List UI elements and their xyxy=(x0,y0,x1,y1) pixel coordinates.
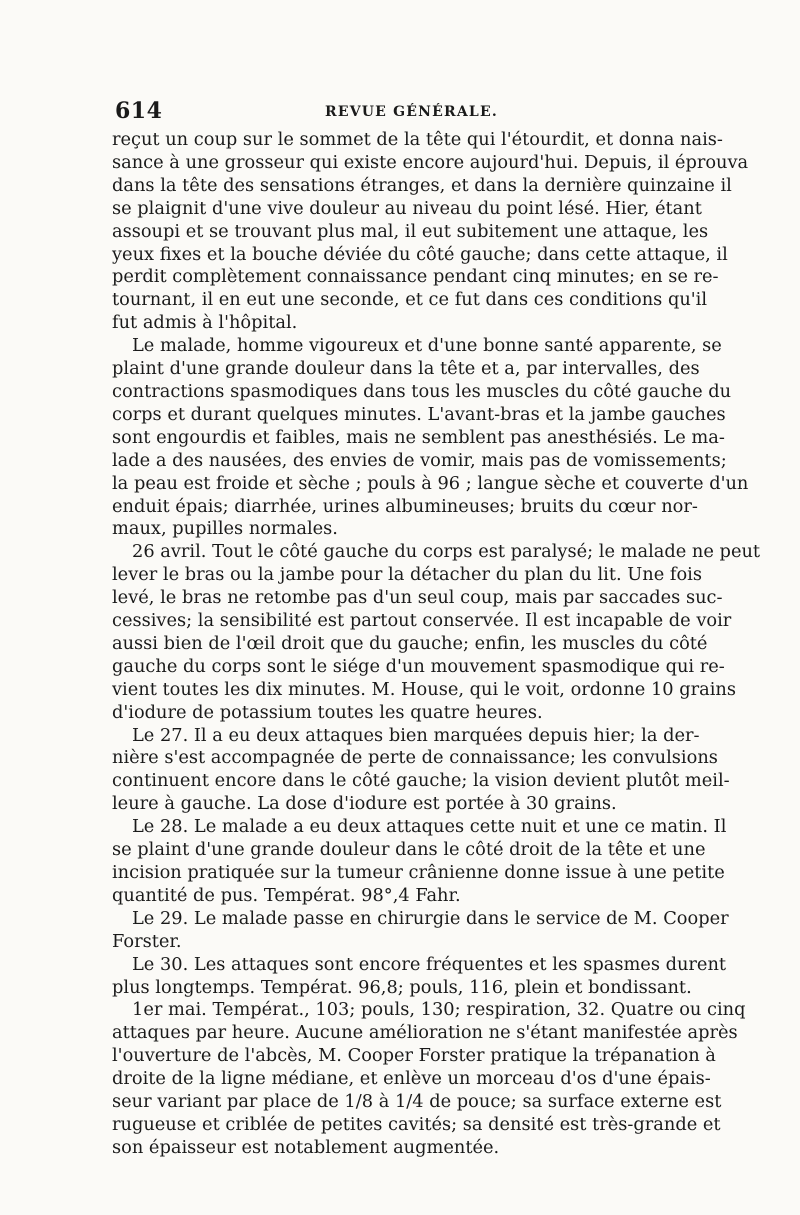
text-line: Le 29. Le malade passe en chirurgie dans le service de M. Cooper xyxy=(132,907,729,929)
text-line: 1er mai. Températ., 103; pouls, 130; respiration, 32. Quatre ou cinq xyxy=(132,999,746,1021)
text-line: tournant, il en eut une seconde, et ce fut dans ces conditions qu'il xyxy=(112,289,708,311)
text-line: attaques par heure. Aucune amélioration ne s'étant manifestée après xyxy=(112,1022,738,1044)
text-line: droite de la ligne médiane, et enlève un morceau d'os d'une épais- xyxy=(112,1068,711,1090)
text-line: Le 30. Les attaques sont encore fréquentes et les spasmes durent xyxy=(132,953,727,975)
text-line: continuent encore dans le côté gauche; la vision devient plutôt meil- xyxy=(112,770,730,792)
text-line: Le 28. Le malade a eu deux attaques cette nuit et une ce matin. Il xyxy=(132,816,727,838)
text-line: l'ouverture de l'abcès, M. Cooper Forster pratique la trépanation à xyxy=(112,1045,716,1067)
text-line: se plaint d'une grande douleur dans le côté droit de la tête et une xyxy=(112,839,706,861)
text-line: dans la tête des sensations étranges, et dans la dernière quinzaine il xyxy=(112,174,732,196)
text-line: la peau est froide et sèche ; pouls à 96 ; langue sèche et couverte d'un xyxy=(112,472,749,494)
text-line: quantité de pus. Températ. 98°,4 Fahr. xyxy=(112,884,461,906)
text-line: enduit épais; diarrhée, urines albumineuses; bruits du cœur nor- xyxy=(112,495,698,517)
text-line: yeux fixes et la bouche déviée du côté gauche; dans cette attaque, il xyxy=(112,243,728,265)
text-line: Le malade, homme vigoureux et d'une bonne santé apparente, se xyxy=(132,335,722,357)
text-line: rugueuse et criblée de petites cavités; sa densité est très-grande et xyxy=(112,1113,721,1135)
text-line: Forster. xyxy=(112,930,182,952)
text-line: plus longtemps. Températ. 96,8; pouls, 116, plein et bondissant. xyxy=(112,976,692,998)
text-line: sont engourdis et faibles, mais ne semblent pas anesthésiés. Le ma- xyxy=(112,426,725,448)
text-line: seur variant par place de 1/8 à 1/4 de pouce; sa surface externe est xyxy=(112,1091,722,1113)
text-line: levé, le bras ne retombe pas d'un seul coup, mais par saccades suc- xyxy=(112,587,723,609)
text-line: cessives; la sensibilité est partout conservée. Il est incapable de voir xyxy=(112,610,732,632)
text-line: plaint d'une grande douleur dans la tête et a, par intervalles, des xyxy=(112,358,700,380)
text-line: Le 27. Il a eu deux attaques bien marquées depuis hier; la der- xyxy=(132,724,700,746)
text-line: son épaisseur est notablement augmentée. xyxy=(112,1136,500,1158)
text-line: sance à une grosseur qui existe encore aujourd'hui. Depuis, il éprouva xyxy=(112,151,749,173)
text-line: corps et durant quelques minutes. L'avant-bras et la jambe gauches xyxy=(112,403,726,425)
text-line: maux, pupilles normales. xyxy=(112,518,338,540)
text-line: contractions spasmodiques dans tous les muscles du côté gauche du xyxy=(112,380,732,402)
text-line: incision pratiquée sur la tumeur crânienne donne issue à une petite xyxy=(112,862,725,883)
running-title: REVUE GÉNÉRALE. xyxy=(325,104,498,120)
text-line: se plaignit d'une vive douleur au niveau du point lésé. Hier, étant xyxy=(112,197,702,219)
body-text xyxy=(112,129,761,1160)
page-number: 614 xyxy=(115,98,163,124)
text-line: gauche du corps sont le siége d'un mouvement spasmodique qui re- xyxy=(112,655,725,677)
text-line: fut admis à l'hôpital. xyxy=(112,312,298,334)
text-line: leure à gauche. La dose d'iodure est portée à 30 grains. xyxy=(112,793,617,815)
page-header xyxy=(115,98,685,126)
text-line: 26 avril. Tout le côté gauche du corps est paralysé; le malade ne peut xyxy=(132,541,761,563)
text-line: vient toutes les dix minutes. M. House, qui le voit, ordonne 10 grains xyxy=(112,678,736,700)
text-line: d'iodure de potassium toutes les quatre heures. xyxy=(112,701,543,723)
text-line: assoupi et se trouvant plus mal, il eut subitement une attaque, les xyxy=(112,220,709,242)
text-line: lade a des nausées, des envies de vomir, mais pas de vomissements; xyxy=(112,449,727,471)
text-line: nière s'est accompagnée de perte de connaissance; les convulsions xyxy=(112,747,718,769)
text-line: aussi bien de l'œil droit que du gauche; enfin, les muscles du côté xyxy=(112,632,708,654)
text-line: reçut un coup sur le sommet de la tête qui l'étourdit, et donna nais- xyxy=(112,129,723,150)
text-line: perdit complètement connaissance pendant cinq minutes; en se re- xyxy=(112,266,719,288)
text-line: lever le bras ou la jambe pour la détacher du plan du lit. Une fois xyxy=(112,564,702,586)
